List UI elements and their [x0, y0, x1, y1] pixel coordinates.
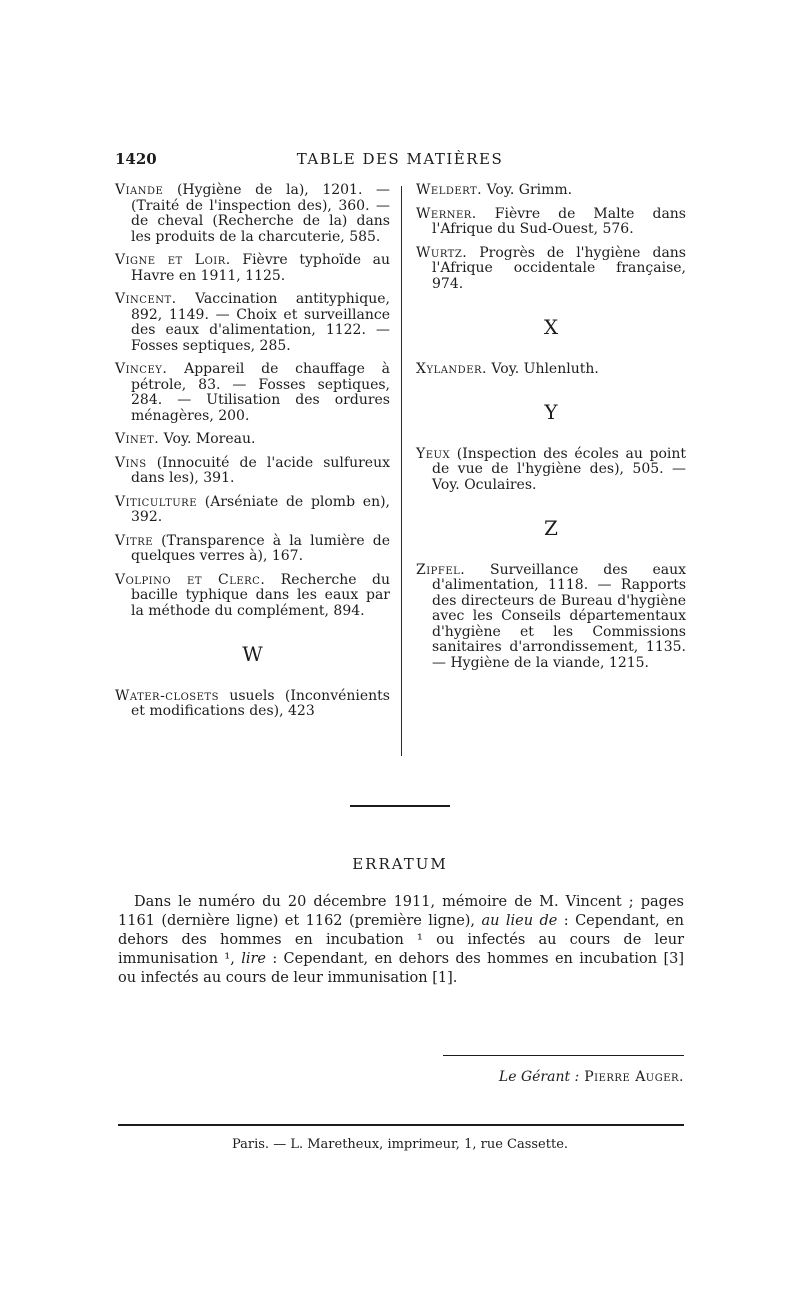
- index-entry-head: Viticulture: [115, 493, 198, 510]
- printer-imprint: Paris. — L. Maretheux, imprimeur, 1, rue Cassette.: [231, 1137, 569, 1152]
- index-entry-text: Surveillance des eaux d'alimentation, 1118. — Rapports des directeurs de Bureau d'hygiène avec les Conseils départementaux d'hygiène et les Commissions sanitaires d'arrondissement, 1135. — Hygiène de la viande, 1215.: [432, 561, 686, 671]
- index-entry: [416, 246, 686, 293]
- section-letter-w: W: [242, 642, 263, 666]
- index-entry-head: Viande: [115, 182, 164, 198]
- index-entry-head: Vigne et Loir.: [115, 252, 231, 268]
- section-letter-x: X: [543, 315, 559, 339]
- index-entry-text: (Hygiène de la), 1201. — (Traité de l'inspection des), 360. — de cheval (Recherche de la) dans les produits de la charcuterie, 585.: [131, 182, 390, 245]
- erratum-lire: lire: [241, 951, 266, 967]
- section-letter-z: Z: [544, 516, 558, 540]
- index-entry-head: Water-closets: [115, 687, 219, 704]
- index-entry: [416, 183, 686, 199]
- section-letter-y: Y: [544, 400, 558, 424]
- index-entry-text: (Arséniate de plomb en), 392.: [131, 493, 390, 525]
- index-entry: [115, 432, 390, 448]
- index-entry-head: Vins: [115, 454, 147, 471]
- index-entry-text: usuels (Inconvénients et modifications des), 423: [131, 687, 390, 719]
- index-entry-text: Voy. Grimm.: [482, 182, 573, 198]
- index-entry-head: Wurtz.: [416, 244, 468, 261]
- index-entry-head: Zipfel.: [416, 561, 466, 578]
- index-entry-head: Werner.: [416, 205, 477, 222]
- index-entry: [115, 183, 390, 245]
- index-entry: [115, 573, 390, 620]
- index-entry: [416, 207, 686, 238]
- index-entry-head: Volpino et Clerc.: [115, 571, 266, 588]
- index-entry: [416, 362, 686, 378]
- index-entry-text: (Innocuité de l'acide sulfureux dans les), 391.: [131, 454, 390, 486]
- index-entry-text: Voy. Moreau.: [159, 431, 256, 447]
- index-entry-text: (Transparence à la lumière de quelques verres à), 167.: [131, 532, 390, 564]
- index-entry-head: Yeux: [416, 445, 451, 462]
- index-entries-w: [115, 689, 390, 720]
- erratum-text-1: Dans le numéro du 20 décembre 1911, mémoire de M. Vincent ; pages 1161 (dernière ligne) et 1162 (première ligne),: [118, 894, 684, 929]
- index-entries-y: [416, 447, 686, 494]
- separator-rule: [350, 805, 450, 807]
- index-entry: [115, 292, 390, 354]
- signature-role: Le Gérant :: [498, 1069, 580, 1085]
- index-entries-z: [416, 563, 686, 672]
- index-entry-head: Xylander.: [416, 360, 487, 377]
- index-entry-text: Recherche du bacille typhique dans les eaux par la méthode du complément, 894.: [131, 571, 391, 619]
- signature-rule: [443, 1055, 684, 1056]
- index-entry-text: (Inspection des écoles au point de vue de l'hygiène des), 505. — Voy. Oculaires.: [432, 445, 686, 493]
- index-entry: [115, 495, 390, 526]
- footer-rule: [118, 1124, 684, 1126]
- index-entry: [416, 563, 686, 672]
- index-entry-text: Fièvre typhoïde au Havre en 1911, 1125.: [131, 252, 390, 284]
- right-column: [416, 183, 686, 679]
- index-entry-head: Vitre: [115, 532, 154, 549]
- index-entry: [115, 456, 390, 487]
- index-entry-head: Vincent.: [115, 291, 177, 307]
- erratum-text-3: : Cependant, en dehors des hommes en incubation [3] ou infectés au cours de leur immunisation [1].: [118, 951, 684, 986]
- index-entry-text: Voy. Uhlenluth.: [486, 360, 599, 377]
- index-entry: [115, 362, 390, 424]
- signature: [440, 1069, 684, 1085]
- page-number: 1420: [115, 150, 157, 168]
- index-entries-x: [416, 362, 686, 378]
- index-entries-v: [115, 183, 390, 619]
- erratum-title: ERRATUM: [352, 855, 448, 873]
- left-column: [115, 183, 390, 728]
- erratum-au-lieu-de: au lieu de: [481, 913, 558, 929]
- signature-name: Pierre Auger.: [579, 1069, 684, 1085]
- index-entry-text: Progrès de l'hygiène dans l'Afrique occidentale française, 974.: [432, 244, 686, 292]
- erratum-body: [118, 893, 684, 988]
- column-divider: [401, 186, 402, 756]
- erratum-text-2: : Cependant, en dehors des hommes en incubation ¹ ou infectés au cours de leur immunisation ¹,: [118, 913, 684, 967]
- index-entries-w-cont: [416, 183, 686, 292]
- index-entry-text: Appareil de chauffage à pétrole, 83. — Fosses septiques, 284. — Utilisation des ordures ménagères, 200.: [131, 361, 390, 424]
- index-entry: [115, 253, 390, 284]
- index-entry-head: Vinet.: [115, 431, 160, 447]
- index-entry-text: Vaccination antityphique, 892, 1149. — Choix et surveillance des eaux d'alimentation, 1122. — Fosses septiques, 285.: [131, 291, 390, 354]
- index-entry: [115, 689, 390, 720]
- index-entry: [416, 447, 686, 494]
- running-title: TABLE DES MATIÈRES: [296, 150, 504, 168]
- index-entry-head: Weldert.: [416, 182, 483, 198]
- index-entry-text: Fièvre de Malte dans l'Afrique du Sud-Ouest, 576.: [432, 205, 686, 237]
- index-entry: [115, 534, 390, 565]
- index-entry-head: Vincey.: [115, 361, 168, 377]
